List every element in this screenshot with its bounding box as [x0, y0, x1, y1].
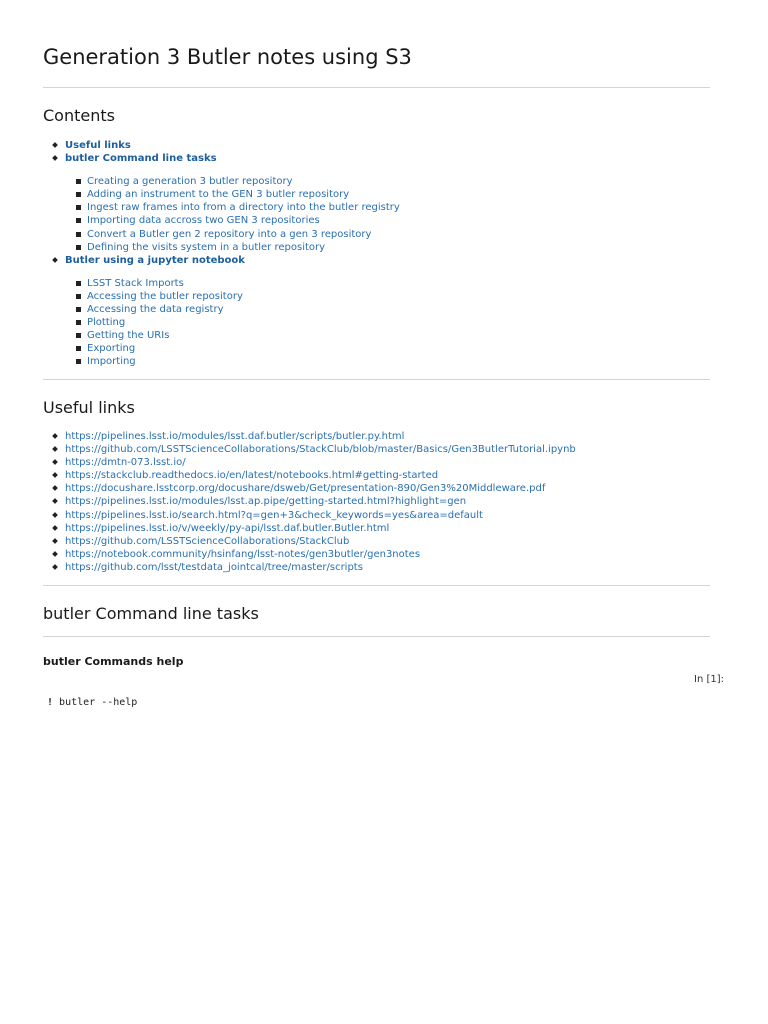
toc-link[interactable]: Butler using a jupyter notebook [65, 254, 245, 266]
divider [43, 585, 710, 586]
external-link[interactable]: https://github.com/LSSTScienceCollaborations/StackClub/blob/master/Basics/Gen3ButlerTutorial.ipynb [65, 444, 576, 456]
divider [43, 379, 710, 380]
toc-sublist [65, 277, 400, 369]
toc-link[interactable]: butler Command line tasks [65, 153, 217, 165]
contents-heading: Contents [43, 106, 115, 125]
link-item [65, 509, 576, 522]
toc-sublink[interactable]: Accessing the butler repository [87, 290, 243, 302]
commands-help-heading: butler Commands help [43, 655, 184, 668]
toc-subitem [87, 201, 400, 214]
toc-item [65, 139, 400, 152]
external-link[interactable]: https://pipelines.lsst.io/search.html?q=gen+3&check_keywords=yes&area=default [65, 509, 483, 521]
external-link[interactable]: https://pipelines.lsst.io/modules/lsst.daf.butler/scripts/butler.py.html [65, 431, 405, 442]
link-item [65, 561, 576, 574]
toc-sublist [65, 175, 400, 254]
external-link[interactable]: https://notebook.community/hsinfang/lsst-notes/gen3butler/gen3notes [65, 548, 421, 560]
link-item [65, 456, 576, 469]
toc-subitem [87, 277, 400, 290]
toc-subitem [87, 188, 400, 201]
divider [43, 636, 710, 637]
link-item [65, 495, 576, 508]
toc-sublink[interactable]: Plotting [87, 317, 126, 329]
toc-sublink[interactable]: Accessing the data registry [87, 304, 224, 316]
toc-subitem [87, 228, 400, 241]
toc-sublink[interactable]: Ingest raw frames into from a directory into the butler registry [87, 202, 400, 214]
toc-subitem [87, 214, 400, 227]
external-link[interactable]: https://stackclub.readthedocs.io/en/latest/notebooks.html#getting-started [65, 470, 439, 482]
toc-sublink[interactable]: Defining the visits system in a butler repository [87, 241, 326, 253]
link-item [65, 548, 576, 561]
link-item [65, 482, 576, 495]
link-item [65, 430, 576, 443]
toc-sublink[interactable]: Importing [87, 356, 136, 368]
external-link[interactable]: https://pipelines.lsst.io/modules/lsst.ap.pipe/getting-started.html?highlight=gen [65, 496, 467, 508]
toc-subitem [87, 241, 400, 254]
external-link[interactable]: https://github.com/LSSTScienceCollaborations/StackClub [65, 535, 350, 547]
external-link[interactable]: https://dmtn-073.lsst.io/ [65, 457, 186, 469]
cell-prompt: In [1]: [694, 674, 724, 685]
external-link[interactable]: https://docushare.lsstcorp.org/docushare/dsweb/Get/presentation-890/Gen3%20Middleware.pdf [65, 483, 546, 495]
link-item [65, 443, 576, 456]
toc-sublink[interactable]: Adding an instrument to the GEN 3 butler repository [87, 189, 350, 201]
useful-links-list [65, 430, 576, 574]
toc-subitem [87, 342, 400, 355]
toc-sublink[interactable]: Importing data accross two GEN 3 repositories [87, 215, 320, 227]
toc-sublink[interactable]: Exporting [87, 343, 136, 355]
toc-subitem [87, 303, 400, 316]
toc-subitem [87, 329, 400, 342]
divider [43, 87, 710, 88]
toc-item [65, 254, 400, 369]
external-link[interactable]: https://github.com/lsst/testdata_jointcal/tree/master/scripts [65, 561, 363, 573]
link-item [65, 535, 576, 548]
toc-item [65, 152, 400, 254]
code-text: butler --help [53, 697, 138, 708]
toc-sublink[interactable]: Convert a Butler gen 2 repository into a gen 3 repository [87, 228, 372, 240]
code-cell[interactable] [47, 697, 137, 708]
link-item [65, 469, 576, 482]
useful-links-heading: Useful links [43, 398, 135, 417]
toc-sublink[interactable]: Getting the URIs [87, 330, 170, 342]
toc-subitem [87, 290, 400, 303]
toc-sublink[interactable]: Creating a generation 3 butler repository [87, 176, 293, 188]
link-item [65, 522, 576, 535]
shell-bang: ! [47, 697, 54, 708]
page-title: Generation 3 Butler notes using S3 [43, 45, 412, 69]
toc-subitem [87, 316, 400, 329]
toc-sublink[interactable]: LSST Stack Imports [87, 277, 184, 289]
command-line-heading: butler Command line tasks [43, 604, 259, 623]
toc-link[interactable]: Useful links [65, 140, 131, 151]
toc-subitem [87, 175, 400, 188]
external-link[interactable]: https://pipelines.lsst.io/v/weekly/py-api/lsst.daf.butler.Butler.html [65, 522, 390, 534]
table-of-contents [65, 139, 400, 369]
toc-subitem [87, 355, 400, 368]
